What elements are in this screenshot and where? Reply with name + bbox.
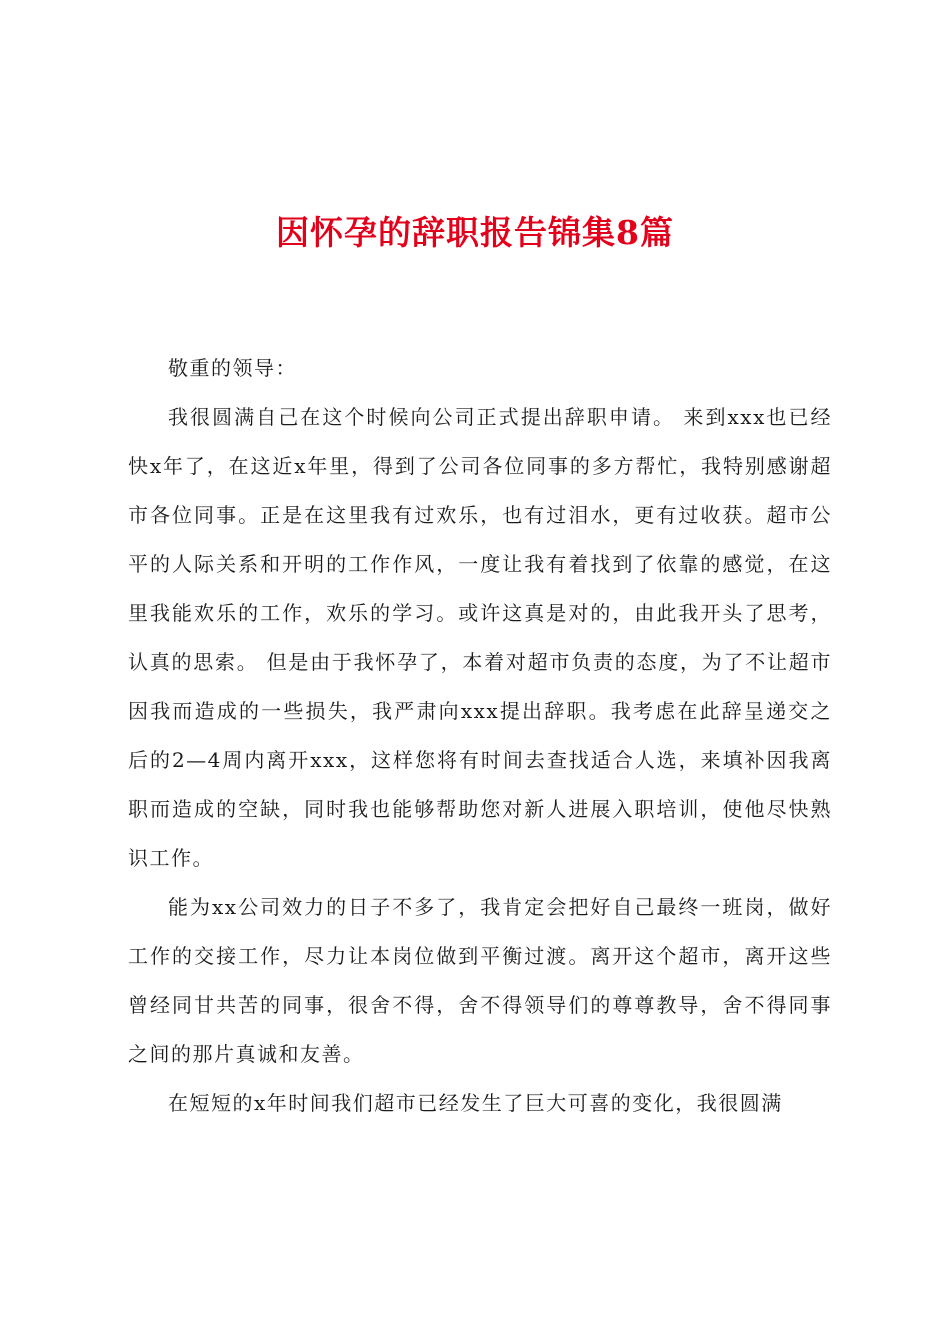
paragraph-2: 能为xx公司效力的日子不多了，我肯定会把好自己最终一班岗，做好工作的交接工作，尽力让本岗位做到平衡过渡。离开这个超市，离开这些曾经同甘共苦的同事，很舍不得，舍不得领导们的尊尊教导，舍不得同事之间的那片真诚和友善。	[128, 895, 832, 1066]
document-title: 因怀孕的辞职报告锦集8篇	[276, 213, 674, 252]
salutation: 敬重的领导：	[168, 356, 297, 380]
paragraph-3: 在短短的x年时间我们超市已经发生了巨大可喜的变化，我很圆满	[168, 1091, 783, 1115]
document-body	[128, 344, 832, 1128]
paragraph-1: 我很圆满自己在这个时候向公司正式提出辞职申请。 来到xxx也已经快x年了，在这近x年里，得到了公司各位同事的多方帮忙，我特别感谢超市各位同事。正是在这里我有过欢乐，也有过泪水，更有过收获。超市公平的人际关系和开明的工作作风，一度让我有着找到了依靠的感觉，在这里我能欢乐的工作，欢乐的学习。或许这真是对的，由此我开头了思考，认真的思索。 但是由于我怀孕了，本着对超市负责的态度，为了不让超市因我而造成的一些损失，我严肃向xxx提出辞职。我考虑在此辞呈递交之后的2—4周内离开xxx，这样您将有时间去查找适合人选，来填补因我离职而造成的空缺，同时我也能够帮助您对新人进展入职培训，使他尽快熟识工作。	[128, 405, 832, 870]
